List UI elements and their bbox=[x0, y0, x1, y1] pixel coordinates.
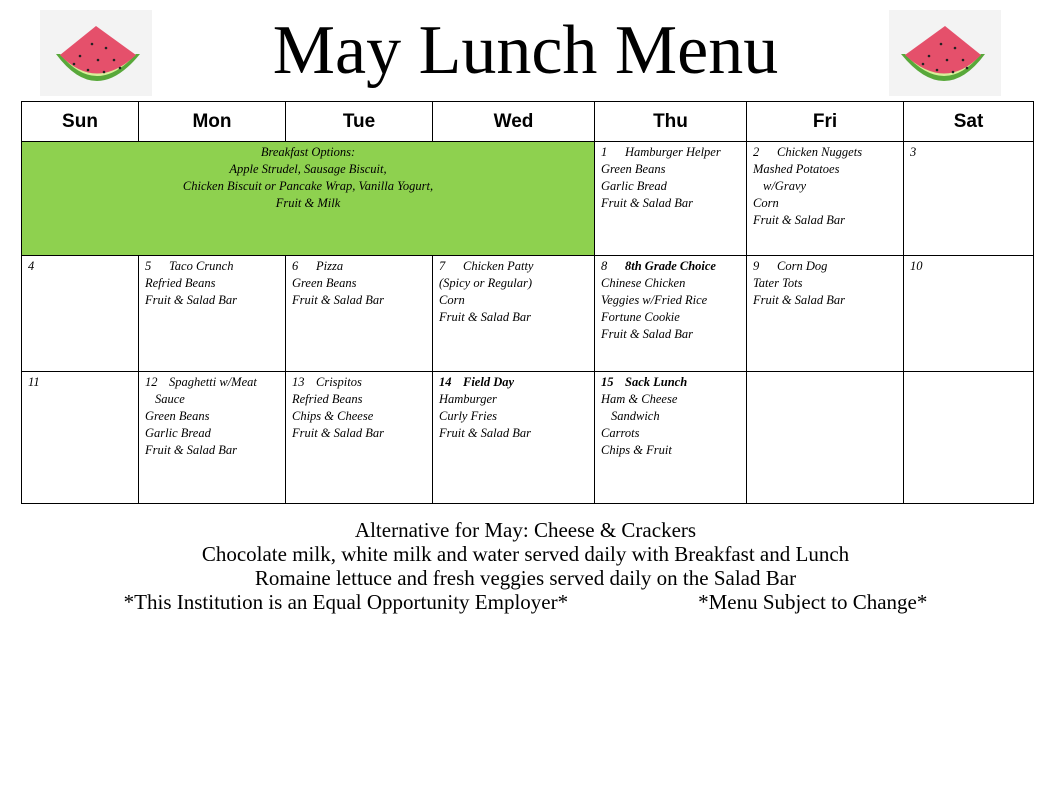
day-header-tue: Tue bbox=[286, 102, 433, 142]
day-cell-11 bbox=[22, 372, 139, 504]
menu-item: Chips & Cheese bbox=[292, 409, 374, 423]
day-header-thu: Thu bbox=[595, 102, 747, 142]
menu-item: Taco Crunch bbox=[169, 259, 234, 273]
day-number: 6 bbox=[292, 259, 299, 273]
menu-item: Fruit & Salad Bar bbox=[145, 293, 238, 307]
day-cell-3 bbox=[904, 142, 1034, 256]
menu-item: Chinese Chicken bbox=[601, 276, 686, 290]
menu-item: Carrots bbox=[601, 426, 640, 440]
menu-item: Chicken Patty bbox=[463, 259, 534, 273]
day-number: 2 bbox=[753, 145, 760, 159]
day-cell-1 bbox=[595, 142, 747, 256]
day-number: 13 bbox=[292, 375, 305, 389]
menu-item: w/Gravy bbox=[763, 179, 807, 193]
watermelon-slice-icon bbox=[889, 10, 1001, 96]
breakfast-line: Apple Strudel, Sausage Biscuit, bbox=[229, 162, 387, 176]
menu-item: Garlic Bread bbox=[601, 179, 667, 193]
subject-to-change-note: *Menu Subject to Change* bbox=[698, 590, 928, 614]
breakfast-line: Fruit & Milk bbox=[275, 196, 341, 210]
menu-item: Fruit & Salad Bar bbox=[753, 213, 846, 227]
menu-item: Ham & Cheese bbox=[601, 392, 678, 406]
menu-item: Crispitos bbox=[316, 375, 362, 389]
menu-item: Green Beans bbox=[601, 162, 666, 176]
menu-item: Chicken Nuggets bbox=[777, 145, 863, 159]
day-header-row bbox=[22, 102, 1034, 142]
menu-item: Fruit & Salad Bar bbox=[292, 426, 385, 440]
menu-item: Refried Beans bbox=[145, 276, 216, 290]
day-cell-6 bbox=[286, 256, 433, 372]
menu-item: Fruit & Salad Bar bbox=[601, 196, 694, 210]
menu-item: Fruit & Salad Bar bbox=[145, 443, 238, 457]
menu-item: Refried Beans bbox=[292, 392, 363, 406]
menu-item: Fruit & Salad Bar bbox=[601, 327, 694, 341]
week-row-3 bbox=[22, 372, 1034, 504]
day-header-wed: Wed bbox=[433, 102, 595, 142]
equal-opportunity-note: *This Institution is an Equal Opportunity Employer* bbox=[123, 590, 569, 614]
day-number: 10 bbox=[910, 259, 923, 273]
day-number: 15 bbox=[601, 375, 614, 389]
day-header-sun: Sun bbox=[22, 102, 139, 142]
menu-item: Fortune Cookie bbox=[601, 310, 680, 324]
day-cell-5 bbox=[139, 256, 286, 372]
day-cell-7 bbox=[433, 256, 595, 372]
menu-item: Mashed Potatoes bbox=[753, 162, 840, 176]
day-cell-8 bbox=[595, 256, 747, 372]
menu-item: Sauce bbox=[155, 392, 185, 406]
day-number: 11 bbox=[28, 375, 40, 389]
menu-item: Spaghetti w/Meat bbox=[169, 375, 257, 389]
breakfast-options-cell bbox=[22, 142, 595, 256]
day-number: 7 bbox=[439, 259, 446, 273]
menu-item: 8th Grade Choice bbox=[625, 259, 716, 273]
menu-item: Fruit & Salad Bar bbox=[292, 293, 385, 307]
day-cell-12 bbox=[139, 372, 286, 504]
day-number: 9 bbox=[753, 259, 760, 273]
day-header-fri: Fri bbox=[747, 102, 904, 142]
menu-item: Sack Lunch bbox=[625, 375, 688, 389]
menu-item: Corn bbox=[753, 196, 779, 210]
milk-note: Chocolate milk, white milk and water served daily with Breakfast and Lunch bbox=[201, 542, 850, 566]
menu-calendar bbox=[21, 101, 1034, 504]
day-number: 14 bbox=[439, 375, 452, 389]
day-cell-14 bbox=[433, 372, 595, 504]
menu-item: Sandwich bbox=[611, 409, 660, 423]
day-number: 8 bbox=[601, 259, 608, 273]
menu-item: Chips & Fruit bbox=[601, 443, 672, 457]
menu-item: Fruit & Salad Bar bbox=[753, 293, 846, 307]
footer-notes bbox=[0, 518, 1051, 614]
menu-item: Field Day bbox=[463, 375, 515, 389]
breakfast-heading: Breakfast Options: bbox=[260, 145, 356, 159]
menu-item: Hamburger bbox=[439, 392, 497, 406]
menu-item: Pizza bbox=[316, 259, 344, 273]
week-row-2 bbox=[22, 256, 1034, 372]
menu-item: Veggies w/Fried Rice bbox=[601, 293, 708, 307]
empty-day-cell bbox=[747, 372, 904, 504]
empty-day-cell bbox=[904, 372, 1034, 504]
day-cell-2 bbox=[747, 142, 904, 256]
menu-item: Tater Tots bbox=[753, 276, 803, 290]
alternative-note: Alternative for May: Cheese & Crackers bbox=[354, 518, 697, 542]
menu-item: Garlic Bread bbox=[145, 426, 211, 440]
day-header-sat: Sat bbox=[904, 102, 1034, 142]
day-cell-15 bbox=[595, 372, 747, 504]
week-row-1 bbox=[22, 142, 1034, 256]
day-cell-13 bbox=[286, 372, 433, 504]
menu-item: Curly Fries bbox=[439, 409, 497, 423]
breakfast-line: Chicken Biscuit or Pancake Wrap, Vanilla Yogurt, bbox=[182, 179, 434, 193]
menu-item: Hamburger Helper bbox=[625, 145, 721, 159]
day-number: 3 bbox=[910, 145, 917, 159]
menu-item: (Spicy or Regular) bbox=[439, 276, 533, 290]
menu-item: Green Beans bbox=[292, 276, 357, 290]
day-cell-9 bbox=[747, 256, 904, 372]
day-header-mon: Mon bbox=[139, 102, 286, 142]
menu-item: Green Beans bbox=[145, 409, 210, 423]
page-title: May Lunch Menu bbox=[272, 12, 779, 89]
day-number: 5 bbox=[145, 259, 152, 273]
watermelon-right-image bbox=[889, 10, 1001, 96]
menu-item: Corn bbox=[439, 293, 465, 307]
day-number: 4 bbox=[28, 259, 35, 273]
menu-item: Fruit & Salad Bar bbox=[439, 426, 532, 440]
salad-note: Romaine lettuce and fresh veggies served daily on the Salad Bar bbox=[254, 566, 797, 590]
menu-item: Fruit & Salad Bar bbox=[439, 310, 532, 324]
day-number: 1 bbox=[601, 145, 608, 159]
day-cell-10 bbox=[904, 256, 1034, 372]
day-number: 12 bbox=[145, 375, 158, 389]
menu-item: Corn Dog bbox=[777, 259, 828, 273]
day-cell-4 bbox=[22, 256, 139, 372]
